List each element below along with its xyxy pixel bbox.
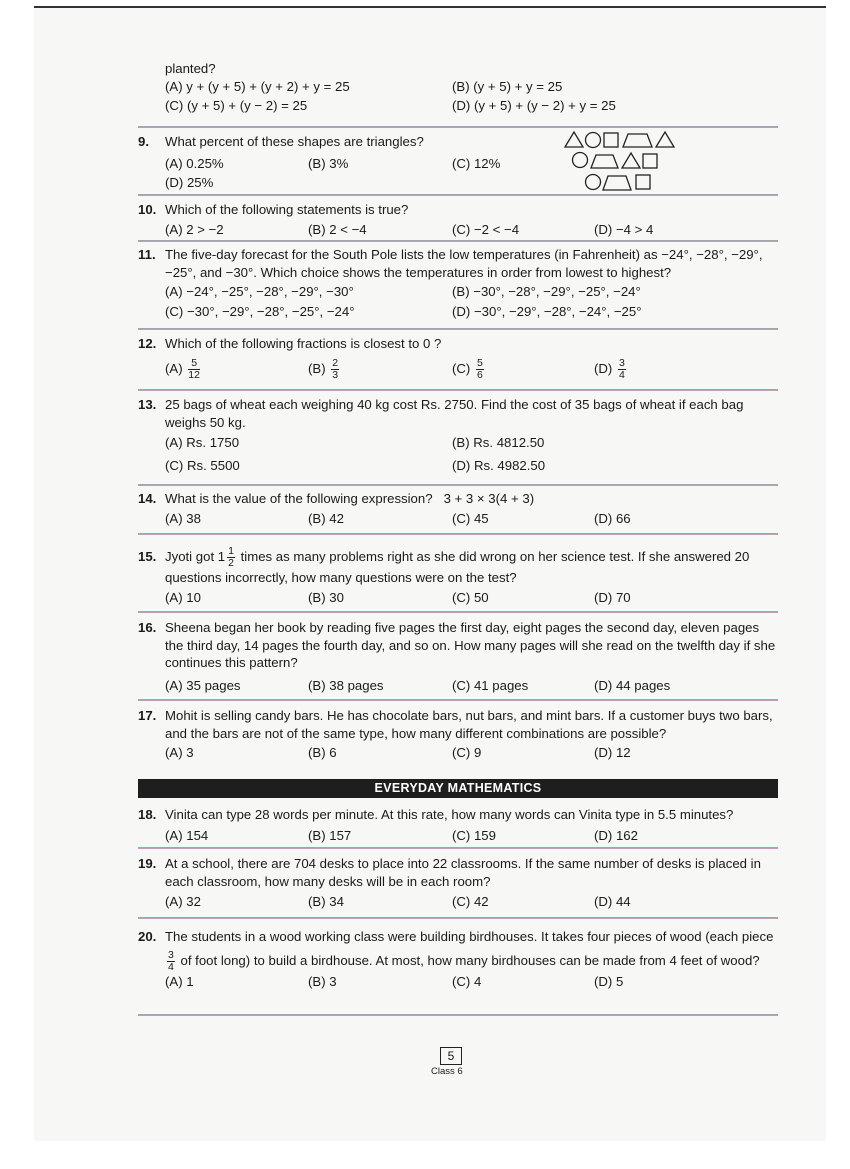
q15-stem-text-end: times as many problems right as she did wrong on her science test. If she answered 20 questions incorrectly, how many questions were on the test? (165, 548, 750, 585)
q15-option-b: (B) 30 (308, 589, 344, 605)
numerator: 5 (188, 358, 200, 370)
fraction (167, 950, 175, 973)
triangle-shape (656, 132, 674, 147)
q18-option-c: (C) 159 (452, 827, 496, 843)
q17-stem: Mohit is selling candy bars. He has chocolate bars, nut bars, and mint bars. If a customer buys two bars, and the bars are not of the same type, how many different combinations are possible? (165, 708, 773, 741)
q13-option-c: (C) Rs. 5500 (165, 458, 240, 473)
q10-option-d: (D) −4 > 4 (594, 221, 654, 237)
option-label: (C) (452, 360, 471, 376)
question-15 (138, 546, 778, 607)
q19-option-c: (C) 42 (452, 894, 489, 909)
q16-option-a: (A) 35 pages (165, 677, 241, 693)
q18-option-d: (D) 162 (594, 827, 638, 843)
denominator: 2 (228, 557, 234, 569)
q15-option-a: (A) 10 (165, 589, 201, 605)
numerator: 5 (476, 356, 483, 369)
q10-option-c: (C) −2 < −4 (452, 221, 520, 237)
q14-option-b: (B) 42 (308, 510, 344, 526)
fraction (618, 358, 626, 381)
question-20 (138, 925, 778, 991)
class-label: Class 6 (431, 1066, 463, 1077)
page-number: 5 (440, 1047, 462, 1065)
triangle-shape (565, 132, 583, 147)
separator (138, 1014, 778, 1016)
q14-stem (165, 490, 778, 508)
denominator: 3 (332, 368, 339, 381)
square-shape (643, 154, 657, 168)
q19-stem: At a school, there are 704 desks to place into 22 classrooms. If the same number of desks is placed in each classroom, how many desks will be in each room? (165, 856, 761, 889)
q13-option-b: (B) Rs. 4812.50 (452, 435, 545, 450)
q17-option-a: (A) 3 (165, 745, 194, 760)
q12-option-b (308, 358, 341, 381)
q18-option-b: (B) 157 (308, 827, 352, 843)
q9-option-d: (D) 25% (165, 174, 214, 190)
separator (138, 917, 778, 919)
q8-option-c: (C) (y + 5) + (y − 2) = 25 (165, 97, 308, 113)
q10-option-b: (B) 2 < −4 (308, 221, 367, 237)
separator (138, 484, 778, 486)
q11-option-d: (D) −30°, −29°, −28°, −24°, −25° (452, 304, 642, 319)
square-shape (636, 175, 650, 189)
q15-option-c: (C) 50 (452, 589, 489, 605)
question-8-tail (138, 60, 778, 114)
circle-shape (573, 153, 588, 168)
q17-option-d: (D) 12 (594, 745, 631, 760)
question-12 (138, 335, 778, 386)
question-19 (138, 855, 778, 911)
q12-option-c (452, 358, 486, 381)
q14-stem-text: What is the value of the following expression? (165, 491, 433, 506)
question-17 (138, 707, 778, 762)
mixed-number-whole: 1 (217, 548, 226, 564)
separator (138, 328, 778, 330)
q8-stem: planted? (165, 61, 216, 76)
option-label: (B) (308, 360, 326, 376)
q20-option-a: (A) 1 (165, 974, 194, 990)
page-top-edge (34, 6, 826, 8)
q8-option-d: (D) (y + 5) + (y − 2) + y = 25 (452, 97, 616, 113)
q8-option-a: (A) y + (y + 5) + (y + 2) + y = 25 (165, 78, 350, 94)
q18-option-a: (A) 154 (165, 827, 209, 843)
question-number: 10. (138, 202, 157, 217)
question-number: 19. (138, 856, 157, 871)
q12-stem: Which of the following fractions is closest to 0 ? (165, 336, 442, 351)
q20-stem-text-end: of foot long) to build a birdhouse. At most, how many birdhouses can be made from 4 feet of wood? (176, 953, 760, 968)
q12-option-d (594, 358, 628, 381)
circle-shape (586, 175, 601, 190)
q11-option-c: (C) −30°, −29°, −28°, −25°, −24° (165, 304, 355, 319)
fraction (188, 358, 200, 381)
denominator: 6 (476, 368, 483, 381)
q16-option-d: (D) 44 pages (594, 677, 671, 693)
option-label: (D) (594, 360, 613, 376)
question-16 (138, 619, 778, 695)
separator (138, 240, 778, 242)
q20-stem (165, 925, 778, 973)
separator (138, 389, 778, 391)
q19-option-b: (B) 34 (308, 894, 344, 909)
option-label: (A) (165, 360, 183, 376)
trapezoid-shape (603, 176, 631, 190)
denominator: 12 (188, 368, 200, 381)
separator (138, 194, 778, 196)
question-number: 20. (138, 929, 157, 944)
q11-option-a: (A) −24°, −25°, −28°, −29°, −30° (165, 284, 354, 299)
q17-option-c: (C) 9 (452, 745, 482, 760)
fraction (227, 546, 235, 569)
question-number: 18. (138, 807, 157, 822)
numerator: 1 (228, 545, 234, 557)
q20-stem-text-start: The students in a wood working class were building birdhouses. It takes four pieces of wood (each piece (165, 929, 774, 944)
q11-stem: The five-day forecast for the South Pole lists the low temperatures (in Fahrenheit) as −24°, −28°, −29°, −25°, and −30°. Which choice shows the temperatures in order from lowest to highest? (165, 247, 763, 280)
q15-option-d: (D) 70 (594, 589, 631, 605)
question-number: 12. (138, 336, 157, 351)
numerator: 3 (618, 356, 625, 369)
q10-option-a: (A) 2 > −2 (165, 221, 224, 237)
q16-option-c: (C) 41 pages (452, 677, 529, 693)
separator (138, 533, 778, 535)
question-13 (138, 396, 778, 478)
question-18 (138, 806, 778, 845)
q17-option-b: (B) 6 (308, 745, 337, 760)
q19-option-a: (A) 32 (165, 894, 201, 909)
q13-option-a: (A) Rs. 1750 (165, 435, 240, 450)
q9-option-b: (B) 3% (308, 155, 349, 171)
q9-option-a: (A) 0.25% (165, 155, 224, 171)
question-11 (138, 246, 778, 321)
question-number: 11. (138, 247, 156, 262)
circle-shape (586, 133, 601, 148)
q12-option-a (165, 358, 202, 381)
numerator: 2 (332, 356, 339, 369)
question-14 (138, 490, 778, 528)
q9-stem: What percent of these shapes are triangles? (165, 134, 424, 149)
q16-option-b: (B) 38 pages (308, 677, 384, 693)
square-shape (604, 133, 618, 147)
q15-stem (165, 546, 778, 587)
fraction (476, 358, 484, 381)
question-10 (138, 201, 778, 239)
q20-option-d: (D) 5 (594, 974, 624, 990)
denominator: 4 (618, 368, 625, 381)
trapezoid-shape (623, 134, 652, 147)
question-number: 17. (138, 708, 157, 723)
separator (138, 847, 778, 849)
q20-option-b: (B) 3 (308, 974, 337, 990)
q20-option-c: (C) 4 (452, 974, 482, 990)
question-number: 13. (138, 397, 157, 412)
numerator: 3 (168, 949, 174, 962)
q18-stem: Vinita can type 28 words per minute. At this rate, how many words can Vinita type in 5.5 minutes? (165, 807, 734, 822)
q15-stem-text-start: Jyoti got (165, 548, 218, 564)
question-number: 14. (138, 491, 157, 506)
q10-stem: Which of the following statements is true? (165, 202, 409, 217)
question-number: 9. (138, 134, 149, 149)
question-number: 15. (138, 549, 157, 564)
fraction (331, 358, 339, 381)
triangle-shape (622, 153, 640, 168)
q19-option-d: (D) 44 (594, 894, 631, 909)
q13-option-d: (D) Rs. 4982.50 (452, 458, 546, 473)
q8-option-b: (B) (y + 5) + y = 25 (452, 78, 563, 94)
q11-option-b: (B) −30°, −28°, −29°, −25°, −24° (452, 284, 641, 299)
section-banner: EVERYDAY MATHEMATICS (138, 779, 778, 798)
q14-option-c: (C) 45 (452, 510, 489, 526)
trapezoid-shape (591, 155, 618, 168)
shapes-figure (563, 130, 683, 194)
q14-option-a: (A) 38 (165, 510, 201, 526)
separator (138, 126, 778, 128)
q14-expression: 3 + 3 × 3(4 + 3) (443, 491, 535, 506)
separator (138, 699, 778, 701)
q9-option-c: (C) 12% (452, 155, 501, 171)
question-number: 16. (138, 620, 157, 635)
q16-stem: Sheena began her book by reading five pages the first day, eight pages the second day, eleven pages the third day, 14 pages the fourth day, and so on. How many pages will she read on the twelfth day if she continues this pattern? (165, 620, 776, 670)
denominator: 4 (168, 961, 174, 974)
q14-option-d: (D) 66 (594, 510, 631, 526)
separator (138, 611, 778, 613)
q13-stem: 25 bags of wheat each weighing 40 kg cost Rs. 2750. Find the cost of 35 bags of wheat if each bag weighs 50 kg. (165, 397, 744, 430)
